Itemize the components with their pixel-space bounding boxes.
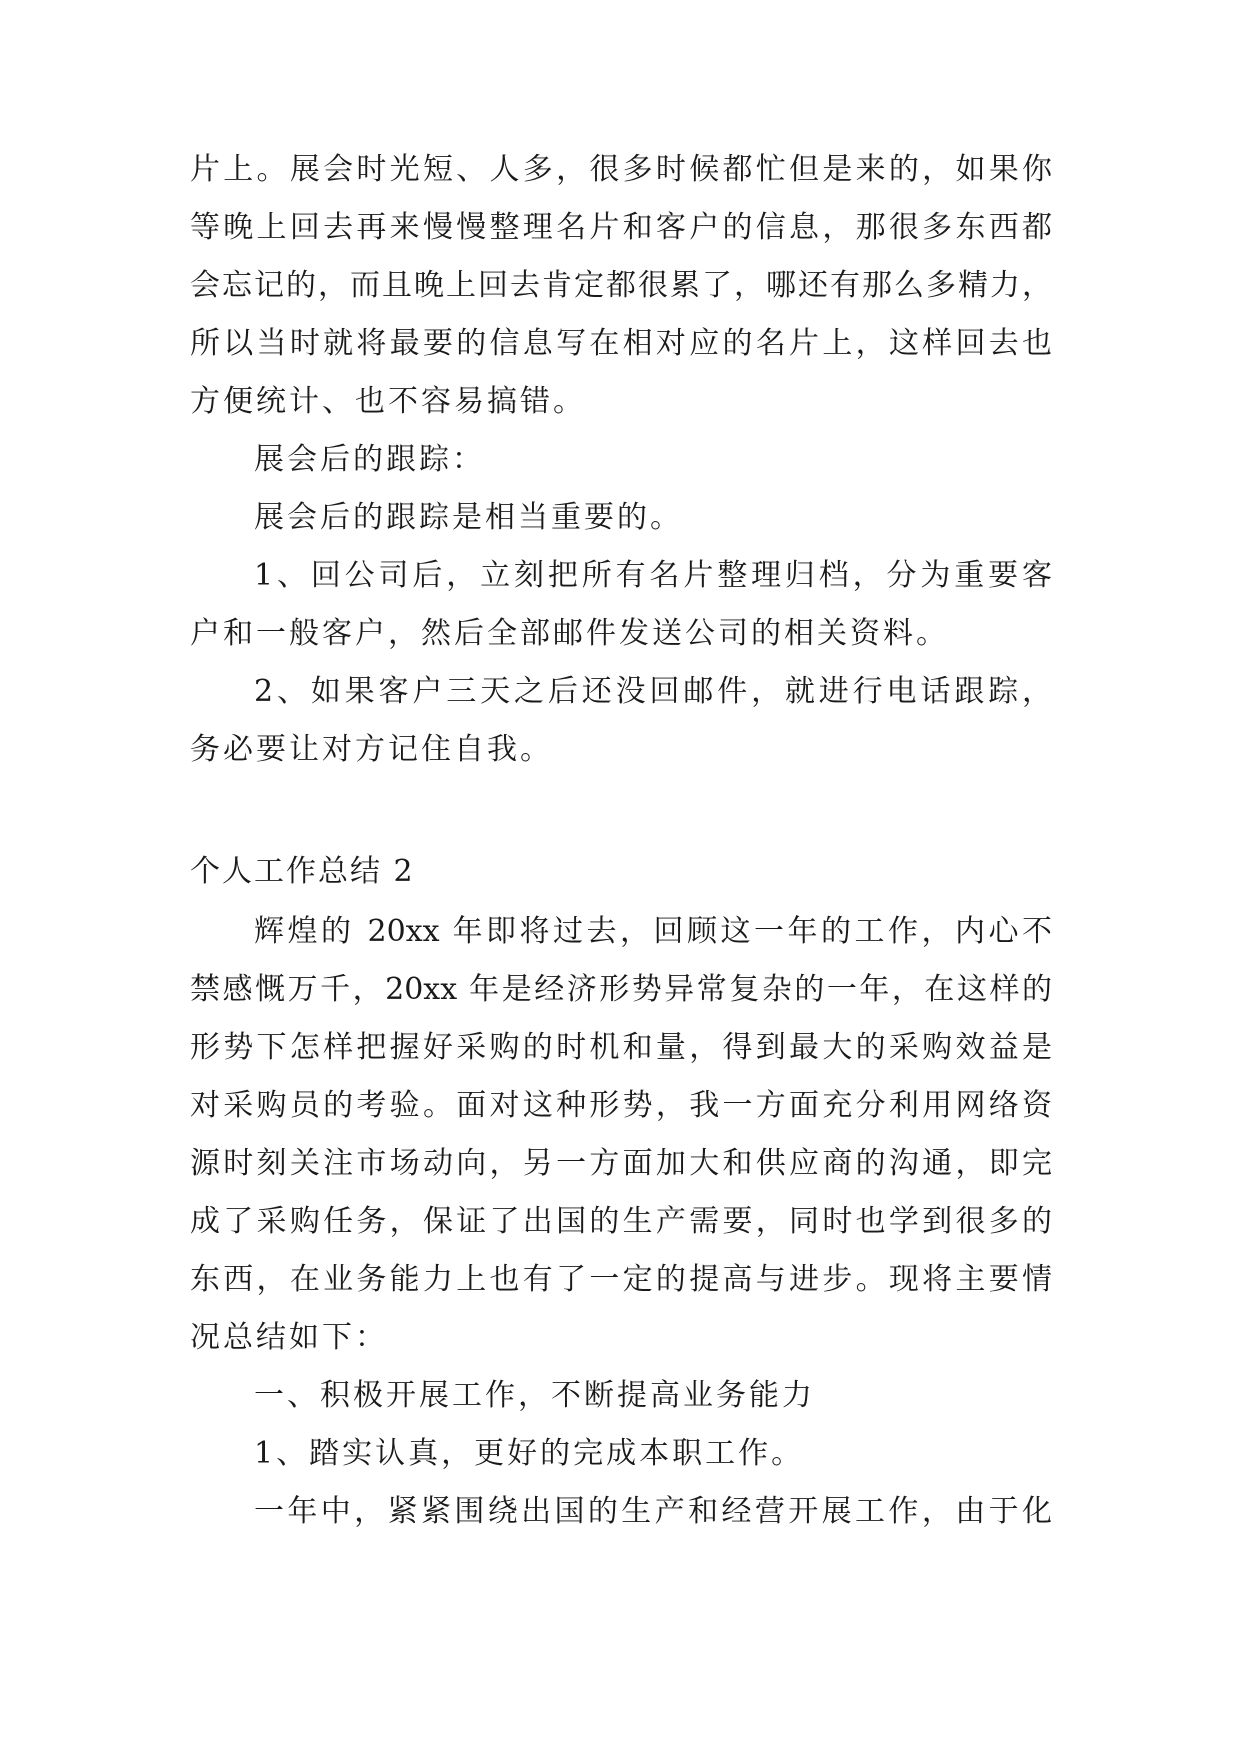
subsection-heading: 1、踏实认真，更好的完成本职工作。 [254, 1436, 805, 1471]
list-item-line: 户和一般客户，然后全部邮件发送公司的相关资料。 [190, 616, 949, 651]
paragraph-line: 对采购员的考验。面对这种形势，我一方面充分利用网络资 [190, 1088, 1052, 1123]
list-item-line: 1、回公司后，立刻把所有名片整理归档，分为重要客 [254, 558, 1052, 593]
paragraph-line: 会忘记的，而且晚上回去肯定都很累了，哪还有那么多精力， [190, 268, 1052, 303]
section-heading: 一、积极开展工作，不断提高业务能力 [254, 1378, 815, 1413]
list-item-line: 2、如果客户三天之后还没回邮件，就进行电话跟踪， [254, 674, 1052, 709]
paragraph-line: 一年中，紧紧围绕出国的生产和经营开展工作，由于化 [254, 1494, 1052, 1529]
paragraph-line: 禁感慨万千，20xx 年是经济形势异常复杂的一年，在这样的 [190, 972, 1052, 1007]
paragraph-line: 东西，在业务能力上也有了一定的提高与进步。现将主要情 [190, 1262, 1052, 1297]
paragraph-line: 况总结如下： [190, 1320, 388, 1355]
paragraph-line: 方便统计、也不容易搞错。 [190, 384, 586, 419]
list-item-line: 务必要让对方记住自我。 [190, 732, 553, 767]
paragraph-line: 等晚上回去再来慢慢整理名片和客户的信息，那很多东西都 [190, 210, 1052, 245]
paragraph-line: 展会后的跟踪是相当重要的。 [254, 500, 683, 535]
paragraph-line: 源时刻关注市场动向，另一方面加大和供应商的沟通，即完 [190, 1146, 1052, 1181]
paragraph-line: 成了采购任务，保证了出国的生产需要，同时也学到很多的 [190, 1204, 1052, 1239]
document-title: 个人工作总结 2 [190, 854, 415, 889]
section-heading: 展会后的跟踪： [254, 442, 485, 477]
paragraph-line: 片上。展会时光短、人多，很多时候都忙但是来的，如果你 [190, 152, 1052, 187]
paragraph-line: 形势下怎样把握好采购的时机和量，得到最大的采购效益是 [190, 1030, 1052, 1065]
paragraph-line: 辉煌的 20xx 年即将过去，回顾这一年的工作，内心不 [254, 914, 1052, 949]
paragraph-line: 所以当时就将最要的信息写在相对应的名片上，这样回去也 [190, 326, 1052, 361]
